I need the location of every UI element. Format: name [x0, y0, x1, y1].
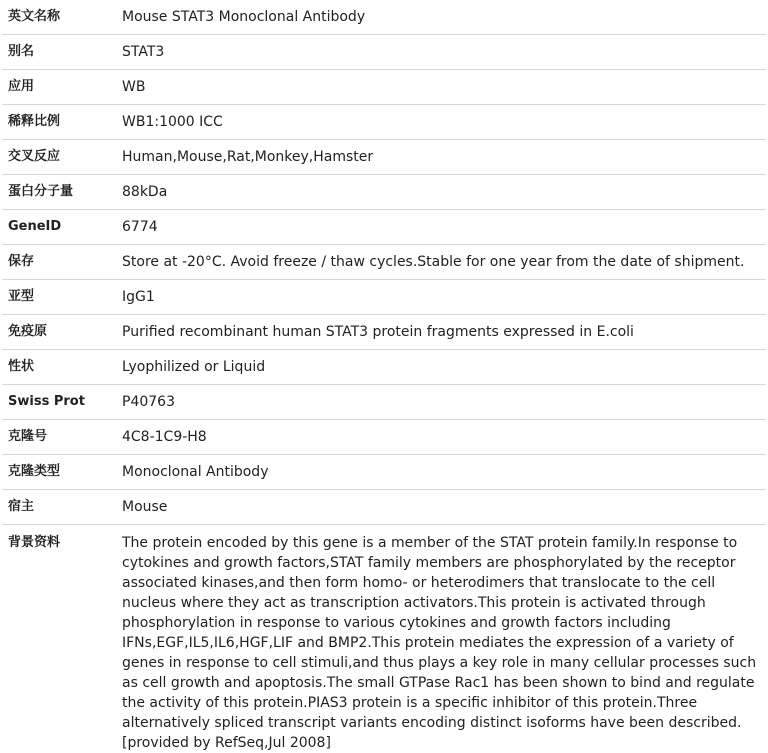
spec-row-molecular-weight	[2, 175, 766, 210]
spec-value: WB	[120, 70, 766, 105]
spec-value: Human,Mouse,Rat,Monkey,Hamster	[120, 140, 766, 175]
spec-row-swiss-prot	[2, 385, 766, 420]
spec-row-english-name	[2, 0, 766, 35]
spec-row-clonality	[2, 455, 766, 490]
spec-row-dilution	[2, 105, 766, 140]
spec-value: 6774	[120, 210, 766, 245]
spec-value: Store at -20°C. Avoid freeze / thaw cycles.Stable for one year from the date of shipment.	[120, 245, 766, 280]
spec-label: 背景资料	[2, 525, 120, 753]
spec-row-background	[2, 525, 766, 753]
spec-value-background-text: The protein encoded by this gene is a member of the STAT protein family.In response to cytokines and growth factors,STAT family members are phosphorylated by the receptor associated kinases,and then form homo- or heterodimers that translocate to the cell nucleus where they act as transcription activators.This protein is activated through phosphorylation in response to various cytokines and growth factors including IFNs,EGF,IL5,IL6,HGF,LIF and BMP2.This protein mediates the expression of a variety of genes in response to cell stimuli,and thus plays a key role in many cellular processes such as cell growth and apoptosis.The small GTPase Rac1 has been shown to bind and regulate the activity of this protein.PIAS3 protein is a specific inhibitor of this protein.Three alternatively spliced transcript variants encoding distinct isoforms have been described.[provided by RefSeq,Jul 2008]	[120, 525, 766, 753]
spec-label: 克隆类型	[2, 455, 120, 490]
spec-value: 4C8-1C9-H8	[120, 420, 766, 455]
spec-value: STAT3	[120, 35, 766, 70]
spec-label: 免疫原	[2, 315, 120, 350]
spec-row-host	[2, 490, 766, 525]
product-spec-table	[2, 0, 766, 753]
spec-label: GeneID	[2, 210, 120, 245]
spec-row-application	[2, 70, 766, 105]
spec-value: P40763	[120, 385, 766, 420]
spec-label: 英文名称	[2, 0, 120, 35]
spec-row-storage	[2, 245, 766, 280]
spec-label: 宿主	[2, 490, 120, 525]
spec-row-gene-id	[2, 210, 766, 245]
spec-row-form	[2, 350, 766, 385]
spec-label: 蛋白分子量	[2, 175, 120, 210]
spec-label: 别名	[2, 35, 120, 70]
spec-value: 88kDa	[120, 175, 766, 210]
spec-label: 应用	[2, 70, 120, 105]
spec-label: 保存	[2, 245, 120, 280]
spec-row-clone-id	[2, 420, 766, 455]
spec-label: Swiss Prot	[2, 385, 120, 420]
spec-label: 稀释比例	[2, 105, 120, 140]
spec-value: WB1:1000 ICC	[120, 105, 766, 140]
spec-row-isotype	[2, 280, 766, 315]
spec-value: IgG1	[120, 280, 766, 315]
spec-label: 性状	[2, 350, 120, 385]
spec-label: 亚型	[2, 280, 120, 315]
spec-row-alias	[2, 35, 766, 70]
spec-row-reactivity	[2, 140, 766, 175]
spec-value: Lyophilized or Liquid	[120, 350, 766, 385]
spec-label: 克隆号	[2, 420, 120, 455]
spec-row-immunogen	[2, 315, 766, 350]
spec-value: Mouse STAT3 Monoclonal Antibody	[120, 0, 766, 35]
spec-value: Mouse	[120, 490, 766, 525]
spec-value: Monoclonal Antibody	[120, 455, 766, 490]
spec-value: Purified recombinant human STAT3 protein fragments expressed in E.coli	[120, 315, 766, 350]
spec-label: 交叉反应	[2, 140, 120, 175]
